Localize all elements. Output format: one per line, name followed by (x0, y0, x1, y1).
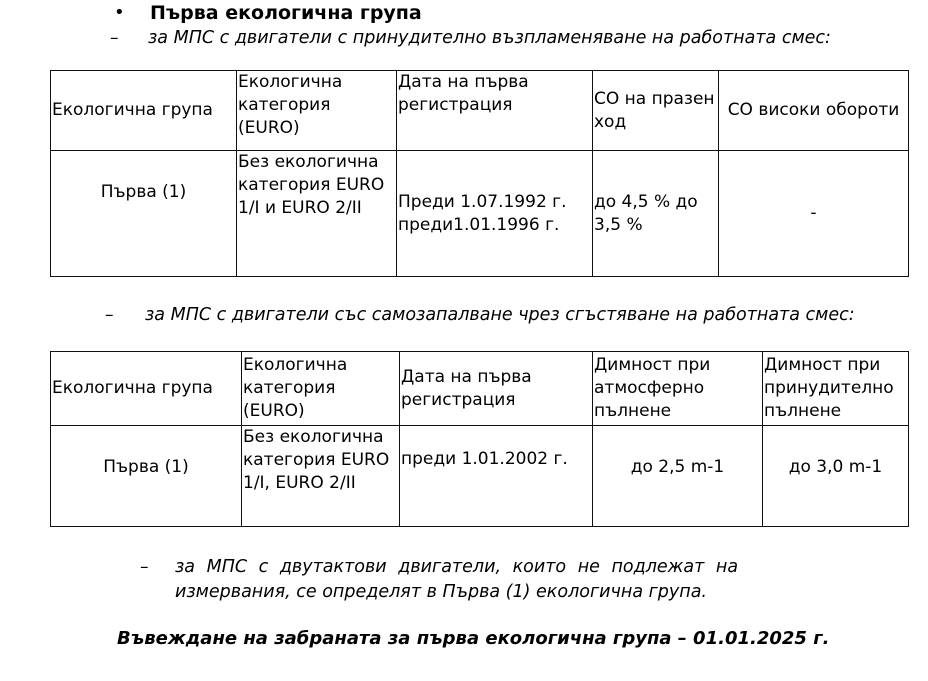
dash-icon: – (105, 305, 114, 325)
cell-category: Без екологична категория EURO 1/I и EURO 2/II (237, 151, 397, 277)
table-row (51, 426, 909, 527)
cell-date: Преди 1.07.1992 г. преди1.01.1996 г. (397, 151, 593, 277)
bullet-icon: • (114, 2, 125, 23)
table-header-row (51, 71, 909, 151)
header-group: Екологична група (51, 71, 237, 151)
diesel-intro: за МПС с двигатели със самозапалване чрез сгъстяване на работната смес: (145, 305, 855, 325)
cell-smoke-forced: до 3,0 m-1 (763, 426, 909, 527)
header-category: Екологична категория (EURO) (242, 352, 400, 426)
header-smoke-forced: Димност при принудително пълнене (763, 352, 909, 426)
two-stroke-note-line2: измервания, се определят в Първа (1) екологична група. (175, 582, 707, 602)
header-co-idle: CO на празен ход (593, 71, 719, 151)
dash-icon: – (110, 28, 119, 48)
diesel-table (50, 351, 909, 527)
cell-category: Без екологична категория EURO 1/I, EURO 2/II (242, 426, 400, 527)
cell-group: Първа (1) (51, 151, 237, 277)
header-category: Екологична категория (EURO) (237, 71, 397, 151)
cell-co-high: - (719, 151, 909, 277)
cell-co-idle: до 4,5 % до 3,5 % (593, 151, 719, 277)
header-date: Дата на първа регистрация (400, 352, 593, 426)
petrol-intro: за МПС с двигатели с принудително възпламеняване на работната смес: (148, 28, 831, 48)
header-date: Дата на първа регистрация (397, 71, 593, 151)
section-heading: Първа екологична група (150, 2, 422, 24)
two-stroke-note-line1: за МПС с двутактови двигатели, които не подлежат на (175, 557, 739, 577)
table-row (51, 151, 909, 277)
header-co-high: CO високи обороти (719, 71, 909, 151)
cell-group: Първа (1) (51, 426, 242, 527)
petrol-table (50, 70, 909, 277)
header-smoke-atm: Димност при атмосферно пълнене (593, 352, 763, 426)
header-group: Екологична група (51, 352, 242, 426)
cell-date: преди 1.01.2002 г. (400, 426, 593, 527)
ban-date-notice: Въвеждане на забраната за първа екологична група – 01.01.2025 г. (117, 628, 830, 649)
cell-smoke-atm: до 2,5 m-1 (593, 426, 763, 527)
table-header-row (51, 352, 909, 426)
dash-icon: – (140, 557, 149, 577)
